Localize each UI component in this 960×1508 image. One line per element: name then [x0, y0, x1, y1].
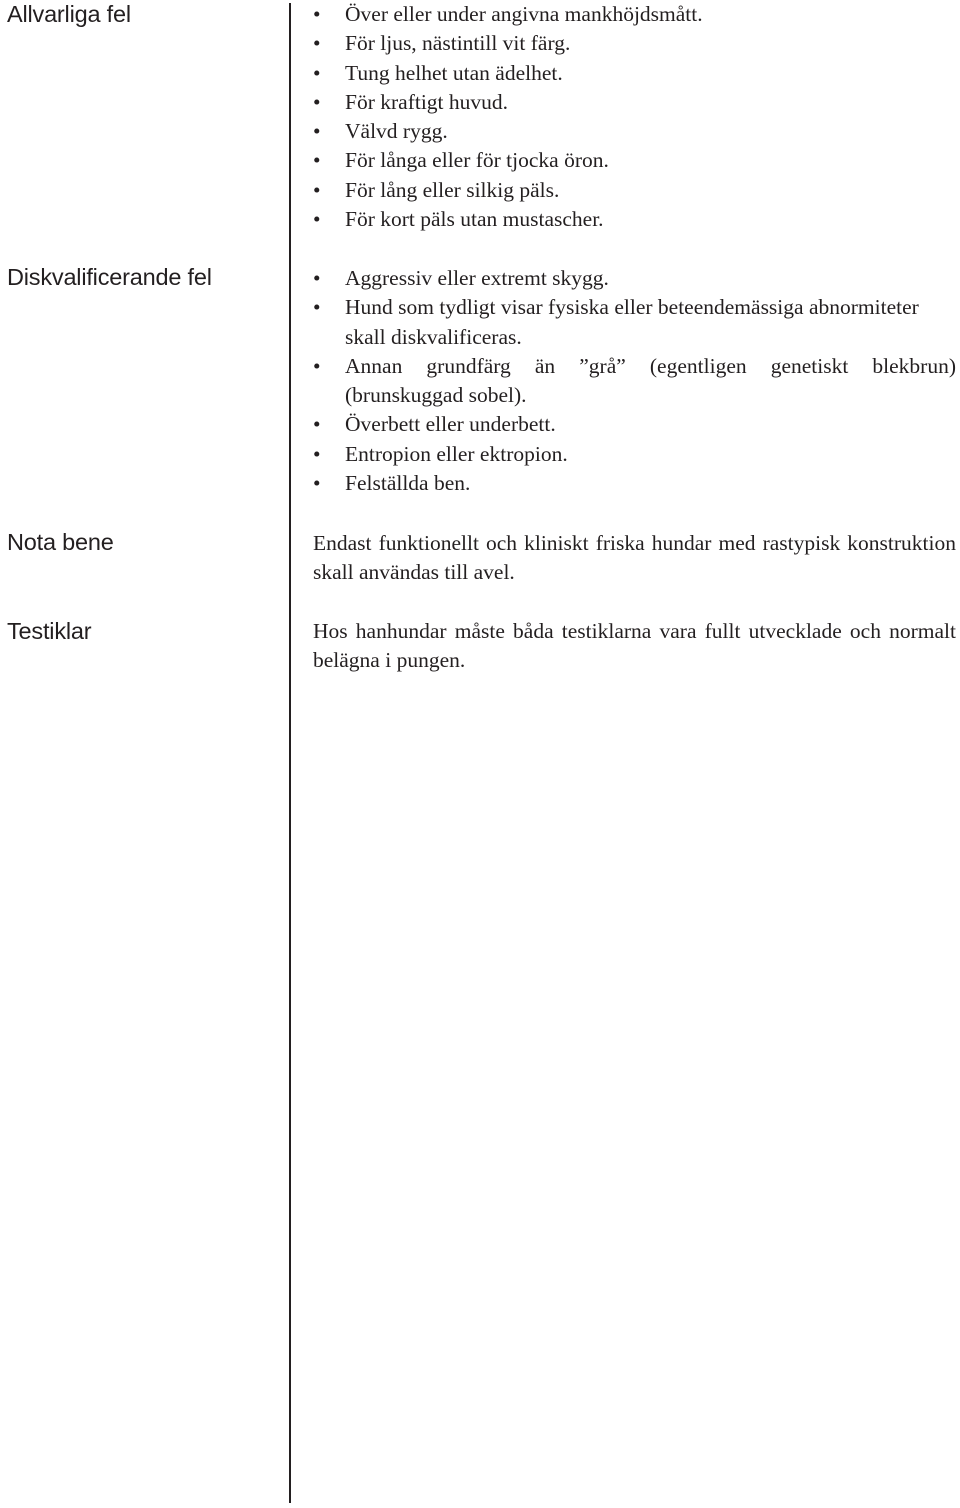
- bullet-icon: •: [313, 2, 321, 26]
- column-divider: [289, 3, 291, 1503]
- list-item: • Aggressiv eller extremt skygg.: [313, 264, 956, 293]
- list-item: • Entropion eller ektropion.: [313, 440, 956, 469]
- list-item: • Felställda ben.: [313, 469, 956, 498]
- list-item: • För kraftigt huvud.: [313, 88, 956, 117]
- bullet-icon: •: [313, 119, 321, 144]
- list-item: • Överbett eller underbett.: [313, 410, 956, 439]
- list-item: • För kort päls utan mustascher.: [313, 205, 956, 234]
- bullet-icon: •: [313, 177, 321, 202]
- list-item: • Över eller under angivna mankhöjdsmått.: [313, 0, 956, 29]
- list-diskvalificerande-fel: [313, 264, 956, 498]
- heading-allvarliga-fel: Allvarliga fel: [7, 1, 131, 27]
- heading-nota-bene: Nota bene: [7, 529, 114, 555]
- bullet-icon: •: [313, 89, 321, 114]
- list-item: • Hund som tydligt visar fysiska eller beteendemässiga abnormiteter skall diskvalificeras.: [313, 295, 919, 349]
- list-item: • För ljus, nästintill vit färg.: [313, 29, 956, 58]
- bullet-icon: •: [313, 148, 321, 173]
- list-item: • För långa eller för tjocka öron.: [313, 146, 956, 175]
- bullet-icon: •: [313, 353, 321, 378]
- bullet-icon: •: [313, 266, 321, 290]
- heading-testiklar: Testiklar: [7, 618, 92, 644]
- testiklar-text: Hos hanhundar måste båda testiklarna vara fullt utvecklade och normalt belägna i pungen.: [313, 619, 956, 673]
- heading-diskvalificerande-fel: Diskvalificerande fel: [7, 264, 212, 290]
- list-allvarliga-fel: [313, 0, 956, 234]
- bullet-icon: •: [313, 471, 321, 496]
- list-item: • Välvd rygg.: [313, 117, 956, 146]
- list-item: • För lång eller silkig päls.: [313, 176, 956, 205]
- list-item: • Annan grundfärg än ”grå” (egentligen genetiskt blekbrun) (brunskuggad sobel).: [313, 353, 956, 408]
- nota-bene-text: Endast funktionellt och kliniskt friska hundar med rastypisk konstruktion skall användas till avel.: [313, 531, 956, 585]
- bullet-icon: •: [313, 207, 321, 232]
- bullet-icon: •: [313, 295, 321, 320]
- list-item: • Tung helhet utan ädelhet.: [313, 59, 956, 88]
- bullet-icon: •: [313, 60, 321, 85]
- bullet-icon: •: [313, 412, 321, 437]
- bullet-icon: •: [313, 31, 321, 56]
- bullet-icon: •: [313, 441, 321, 466]
